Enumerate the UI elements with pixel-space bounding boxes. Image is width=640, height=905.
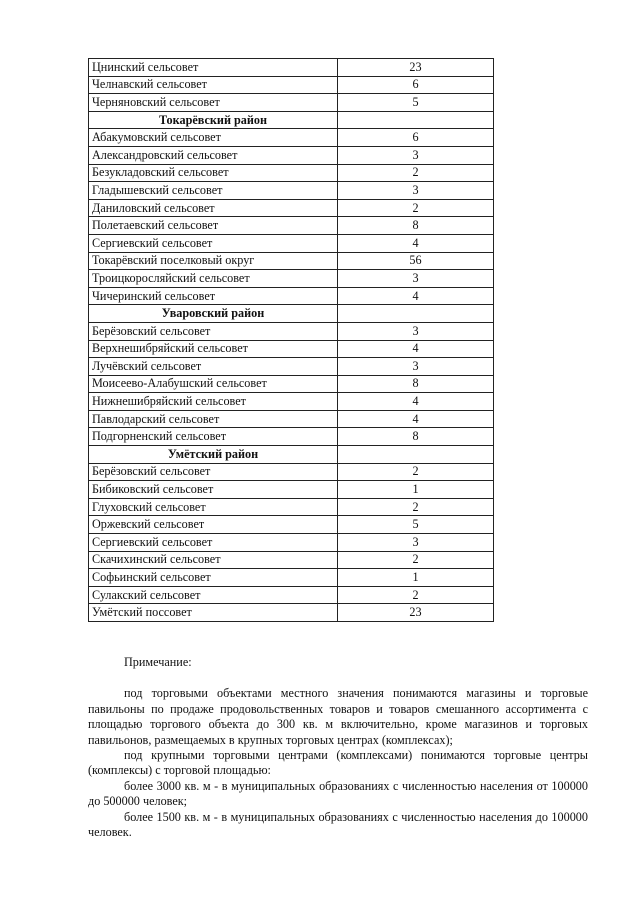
table-row: [89, 516, 494, 534]
municipality-name: Цнинский сельсовет: [89, 59, 338, 77]
object-count: 3: [338, 182, 494, 200]
table-row: [89, 586, 494, 604]
municipality-name: Моисеево-Алабушский сельсовет: [89, 375, 338, 393]
object-count: 8: [338, 217, 494, 235]
municipality-name: Черняновский сельсовет: [89, 94, 338, 112]
table-row: [89, 146, 494, 164]
note-paragraph: под торговыми объектами местного значения понимаются магазины и торговые павильоны по продаже продовольственных товаров и товаров смешанного ассортимента с площадью торгового объекта до 300 кв. м включительно, кроме магазинов и торговых павильонов, размещаемых в крупных торговых центрах (комплексах);: [88, 686, 588, 747]
note-paragraph: под крупными торговыми центрами (комплексами) понимаются торговые центры (комплексы) с торговой площадью:: [88, 748, 588, 778]
municipality-name: Умётский поссовет: [89, 604, 338, 622]
object-count: 3: [338, 534, 494, 552]
municipality-name: Полетаевский сельсовет: [89, 217, 338, 235]
object-count: 3: [338, 146, 494, 164]
note-paragraph: более 3000 кв. м - в муниципальных образованиях с численностью населения от 100000 до 500000 человек;: [88, 778, 588, 809]
district-value-empty: [338, 111, 494, 129]
object-count: 3: [338, 358, 494, 376]
table-row: [89, 604, 494, 622]
object-count: 23: [338, 59, 494, 77]
object-count: 5: [338, 94, 494, 112]
object-count: 2: [338, 164, 494, 182]
district-name: Уваровский район: [89, 305, 338, 323]
object-count: 1: [338, 569, 494, 587]
table-row: [89, 59, 494, 77]
municipality-name: Берёзовский сельсовет: [89, 463, 338, 481]
municipality-name: Лучёвский сельсовет: [89, 358, 338, 376]
municipality-name: Даниловский сельсовет: [89, 199, 338, 217]
municipality-name: Павлодарский сельсовет: [89, 410, 338, 428]
table-row: [89, 129, 494, 147]
notes-heading: Примечание:: [124, 655, 192, 669]
district-name: Токарёвский район: [89, 111, 338, 129]
table-row: [89, 340, 494, 358]
municipality-name: Подгорненский сельсовет: [89, 428, 338, 446]
table-row: [89, 534, 494, 552]
object-count: 4: [338, 234, 494, 252]
table-row: [89, 322, 494, 340]
object-count: 5: [338, 516, 494, 534]
object-count: 2: [338, 463, 494, 481]
object-count: 4: [338, 410, 494, 428]
object-count: 6: [338, 129, 494, 147]
object-count: 56: [338, 252, 494, 270]
object-count: 2: [338, 498, 494, 516]
object-count: 8: [338, 375, 494, 393]
notes-block: [88, 655, 588, 840]
municipality-name: Гладышевский сельсовет: [89, 182, 338, 200]
table-row: [89, 428, 494, 446]
object-count: 23: [338, 604, 494, 622]
table-row: [89, 358, 494, 376]
object-count: 2: [338, 586, 494, 604]
object-count: 6: [338, 76, 494, 94]
object-count: 2: [338, 199, 494, 217]
district-name: Умётский район: [89, 446, 338, 464]
municipality-name: Глуховский сельсовет: [89, 498, 338, 516]
table-body: [89, 59, 494, 622]
municipality-name: Сергиевский сельсовет: [89, 234, 338, 252]
district-value-empty: [338, 446, 494, 464]
table-row: [89, 94, 494, 112]
municipality-name: Верхнешибряйский сельсовет: [89, 340, 338, 358]
note-paragraph: более 1500 кв. м - в муниципальных образованиях с численностью населения до 100000 человек.: [88, 809, 588, 840]
table-row: [89, 270, 494, 288]
table-row: [89, 252, 494, 270]
object-count: 4: [338, 287, 494, 305]
table-row: [89, 76, 494, 94]
municipality-table: [88, 58, 494, 622]
municipality-name: Берёзовский сельсовет: [89, 322, 338, 340]
table-row: [89, 234, 494, 252]
municipality-name: Абакумовский сельсовет: [89, 129, 338, 147]
municipality-name: Скачихинский сельсовет: [89, 551, 338, 569]
municipality-name: Токарёвский поселковый округ: [89, 252, 338, 270]
municipality-name: Безукладовский сельсовет: [89, 164, 338, 182]
table-row: [89, 164, 494, 182]
object-count: 4: [338, 393, 494, 411]
municipality-name: Софьинский сельсовет: [89, 569, 338, 587]
table-row: [89, 182, 494, 200]
municipality-name: Сулакский сельсовет: [89, 586, 338, 604]
object-count: 4: [338, 340, 494, 358]
object-count: 2: [338, 551, 494, 569]
table-row: [89, 551, 494, 569]
municipality-name: Челнавский сельсовет: [89, 76, 338, 94]
municipality-name: Нижнешибряйский сельсовет: [89, 393, 338, 411]
district-header-row: [89, 111, 494, 129]
object-count: 8: [338, 428, 494, 446]
district-header-row: [89, 305, 494, 323]
table-row: [89, 463, 494, 481]
municipality-name: Чичеринский сельсовет: [89, 287, 338, 305]
district-value-empty: [338, 305, 494, 323]
table-row: [89, 375, 494, 393]
object-count: 3: [338, 322, 494, 340]
object-count: 3: [338, 270, 494, 288]
municipality-name: Александровский сельсовет: [89, 146, 338, 164]
municipality-name: Троицкоросляйский сельсовет: [89, 270, 338, 288]
municipality-name: Оржевский сельсовет: [89, 516, 338, 534]
table-row: [89, 481, 494, 499]
municipality-name: Бибиковский сельсовет: [89, 481, 338, 499]
table-row: [89, 217, 494, 235]
table-row: [89, 393, 494, 411]
table-row: [89, 569, 494, 587]
table-row: [89, 410, 494, 428]
table-row: [89, 287, 494, 305]
table-row: [89, 498, 494, 516]
object-count: 1: [338, 481, 494, 499]
table-row: [89, 199, 494, 217]
municipality-name: Сергиевский сельсовет: [89, 534, 338, 552]
district-header-row: [89, 446, 494, 464]
